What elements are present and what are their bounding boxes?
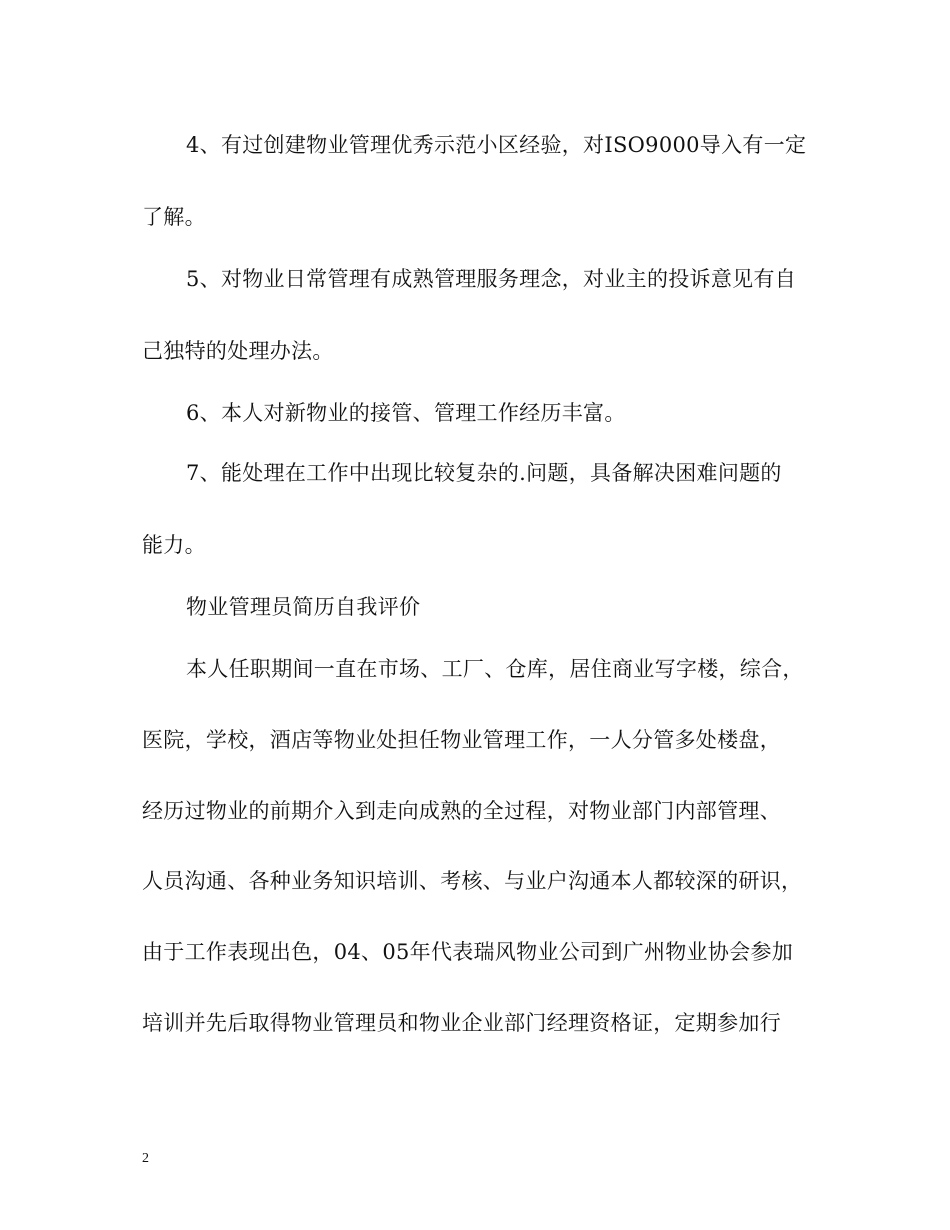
page-number: 2 bbox=[142, 1151, 149, 1166]
paragraph-line: 经历过物业的前期介入到走向成熟的全过程，对物业部门内部管理、 bbox=[142, 799, 781, 823]
paragraph-line: 6、本人对新物业的接管、管理工作经历丰富。 bbox=[186, 401, 626, 425]
paragraph-line: 己独特的处理办法。 bbox=[142, 339, 334, 363]
paragraph-line: 医院，学校，酒店等物业处担任物业管理工作，一人分管多处楼盘， bbox=[142, 728, 781, 752]
paragraph-line: 4、有过创建物业管理优秀示范小区经验，对ISO9000导入有一定 bbox=[186, 133, 807, 157]
section-heading: 物业管理员简历自我评价 bbox=[186, 595, 421, 619]
paragraph-line: 5、对物业日常管理有成熟管理服务理念，对业主的投诉意见有自 bbox=[186, 267, 797, 291]
paragraph-line: 本人任职期间一直在市场、工厂、仓库，居住商业写字楼，综合， bbox=[186, 657, 804, 681]
paragraph-line: 了解。 bbox=[142, 205, 206, 229]
paragraph-line: 能力。 bbox=[142, 533, 206, 557]
paragraph-line: 人员沟通、各种业务知识培训、考核、与业户沟通本人都较深的研识， bbox=[142, 869, 803, 893]
paragraph-line: 培训并先后取得物业管理员和物业企业部门经理资格证，定期参加行 bbox=[142, 1011, 781, 1035]
paragraph-line: 7、能处理在工作中出现比较复杂的.问题，具备解决困难问题的 bbox=[186, 461, 782, 485]
paragraph-line: 由于工作表现出色，04、05年代表瑞风物业公司到广州物业协会参加 bbox=[142, 940, 794, 964]
